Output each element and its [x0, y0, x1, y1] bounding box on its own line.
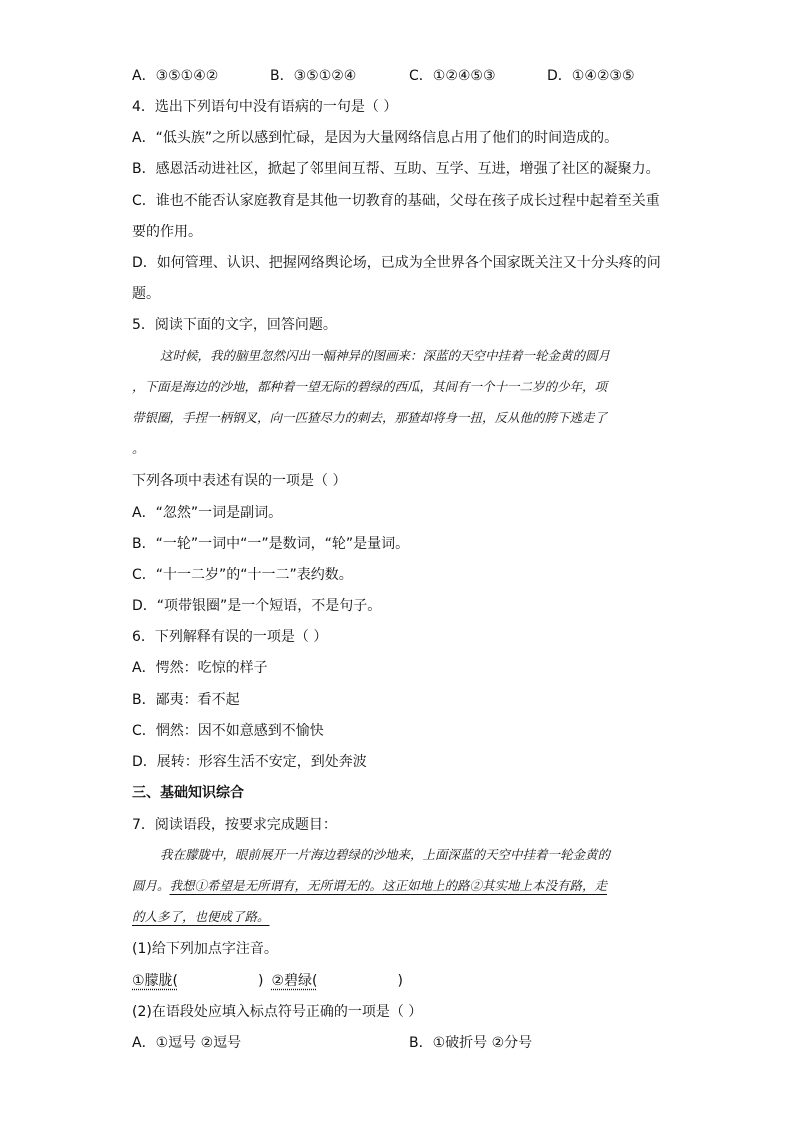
q5-passage-line4: 。 — [132, 441, 145, 456]
q4-option-d-line2[interactable]: 题。 — [132, 286, 160, 302]
q7-sub1-items — [132, 971, 403, 991]
q3-option-a[interactable]: A．③⑤①④② — [132, 68, 219, 84]
q7-passage-line3: 的人多了，也便成了路。 — [132, 909, 270, 924]
q5-passage-line2: ，下面是海边的沙地，都种着一望无际的碧绿的西瓜，其间有一个十一二岁的少年，项 — [132, 379, 608, 394]
q7-passage-plain: 圆月。 — [132, 878, 170, 893]
q3-option-b[interactable]: B．③⑤①②④ — [270, 68, 357, 84]
q4-stem: 4．选出下列语句中没有语病的一句是（ ） — [132, 99, 398, 115]
q7-passage-line1: 我在朦胧中，眼前展开一片海边碧绿的沙地来，上面深蓝的天空中挂着一轮金黄的 — [160, 847, 611, 862]
q5-passage-line1: 这时候，我的脑里忽然闪出一幅神异的图画来：深蓝的天空中挂着一轮金黄的圆月 — [160, 348, 611, 363]
q7-sub1-item1-label: ①朦胧( — [132, 973, 179, 989]
q4-option-c-line2[interactable]: 要的作用。 — [132, 224, 202, 240]
q3-option-d[interactable]: D．①④②③⑤ — [547, 68, 635, 84]
q5-option-b[interactable]: B．“一轮”一词中“一”是数词，“轮”是量词。 — [132, 536, 410, 552]
q5-option-c[interactable]: C．“十一二岁”的“十一二”表约数。 — [132, 567, 353, 583]
q7-sub2-option-b[interactable]: B．①破折号 ②分号 — [409, 1035, 533, 1051]
q6-option-a[interactable]: A．愕然：吃惊的样子 — [132, 660, 268, 676]
q7-sub1-item1-close: ) — [258, 973, 264, 989]
q6-option-b[interactable]: B．鄙夷：看不起 — [132, 692, 240, 708]
q5-option-a[interactable]: A．“忽然”一词是副词。 — [132, 505, 283, 521]
q6-stem: 6．下列解释有误的一项是（ ） — [132, 629, 328, 645]
q4-option-a[interactable]: A．“低头族”之所以感到忙碌，是因为大量网络信息占用了他们的时间造成的。 — [132, 130, 619, 146]
q5-option-d[interactable]: D．“项带银圈”是一个短语，不是句子。 — [132, 598, 382, 614]
q6-option-c[interactable]: C．惘然：因不如意感到不愉快 — [132, 723, 324, 739]
q5-sub-stem: 下列各项中表述有误的一项是（ ） — [132, 473, 347, 489]
q7-stem: 7．阅读语段，按要求完成题目： — [132, 817, 337, 833]
q4-option-c-line1[interactable]: C．谁也不能否认家庭教育是其他一切教育的基础，父母在孩子成长过程中起着至关重 — [132, 193, 660, 209]
q7-passage-line2 — [132, 877, 607, 895]
q3-option-c[interactable]: C．①②④⑤③ — [409, 68, 496, 84]
q7-passage-underlined: 我想①希望是无所谓有，无所谓无的。这正如地上的路②其实地上本没有路，走 — [169, 878, 608, 893]
q7-sub2-stem: (2)在语段处应填入标点符号正确的一项是（ ） — [132, 1004, 423, 1020]
q6-option-d[interactable]: D．展转：形容生活不安定，到处奔波 — [132, 754, 367, 770]
q7-sub2-option-a[interactable]: A．①逗号 ②逗号 — [132, 1035, 242, 1051]
q5-stem: 5．阅读下面的文字，回答问题。 — [132, 317, 337, 333]
q4-option-d-line1[interactable]: D．如何管理、认识、把握网络舆论场，已成为全世界各个国家既关注又十分头疼的问 — [132, 255, 661, 271]
q7-sub1-item2-close: ) — [397, 973, 403, 989]
q7-sub1-stem: (1)给下列加点字注音。 — [132, 941, 278, 957]
q5-passage-line3: 带银圈，手捏一柄钢叉，向一匹猹尽力的刺去，那猹却将身一扭，反从他的胯下逃走了 — [132, 410, 608, 425]
section-heading: 三、基础知识综合 — [132, 785, 244, 801]
q7-sub1-item2-label: ②碧绿( — [271, 973, 318, 989]
q4-option-b[interactable]: B．感恩活动进社区，掀起了邻里间互帮、互助、互学、互进，增强了社区的凝聚力。 — [132, 161, 660, 177]
